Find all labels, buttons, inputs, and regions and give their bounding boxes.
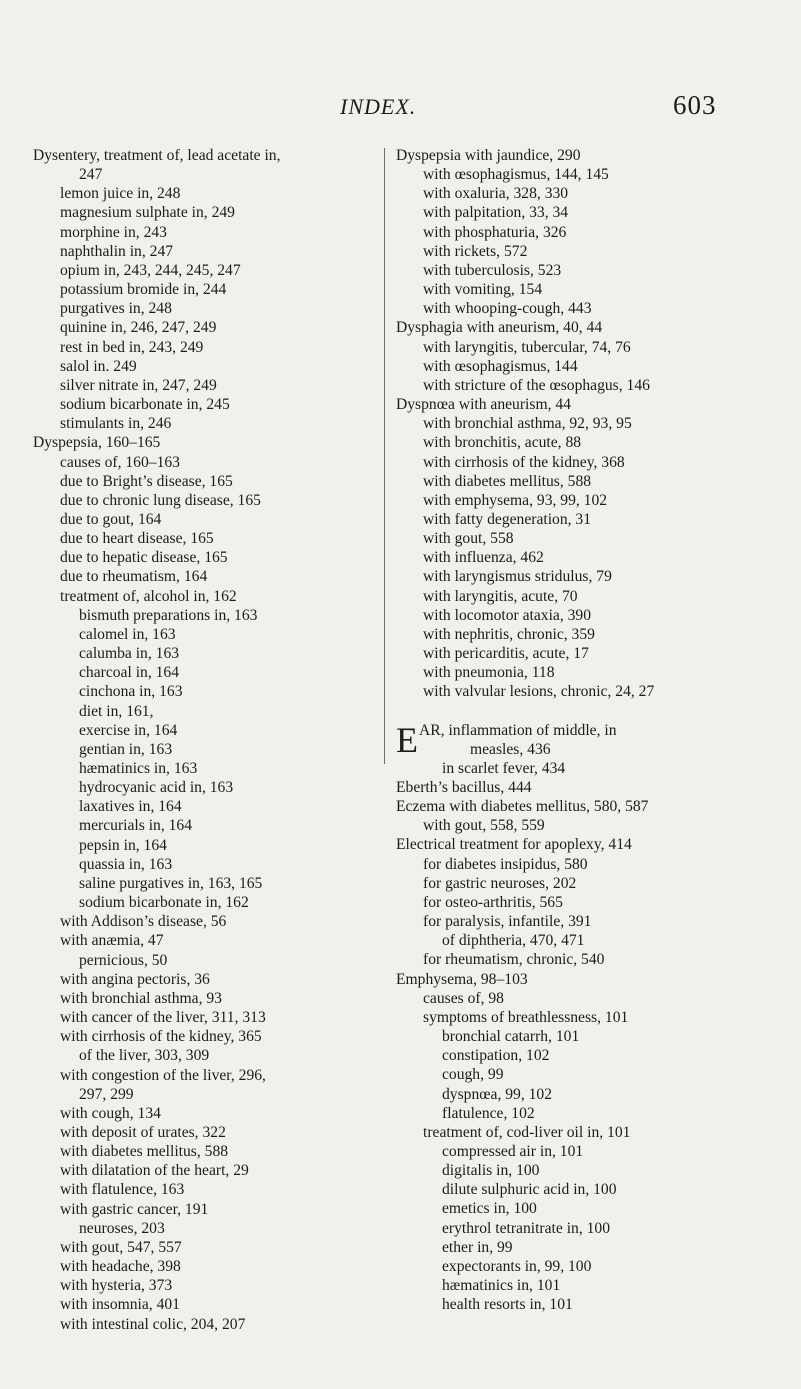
index-subentry: treatment of, alcohol in, 162 bbox=[60, 587, 237, 605]
index-subentry: stimulants in, 246 bbox=[60, 415, 172, 433]
index-subentry: erythrol tetranitrate in, 100 bbox=[442, 1219, 611, 1237]
index-subentry: with fatty degeneration, 31 bbox=[423, 510, 592, 528]
index-subentry: with tuberculosis, 523 bbox=[423, 261, 562, 279]
index-subentry: cinchona in, 163 bbox=[79, 683, 183, 701]
index-subentry: quassia in, 163 bbox=[79, 855, 173, 873]
index-subentry: ether in, 99 bbox=[442, 1238, 513, 1256]
index-subentry: silver nitrate in, 247, 249 bbox=[60, 376, 217, 394]
index-subentry: with diabetes mellitus, 588 bbox=[423, 472, 592, 490]
page-number: 603 bbox=[673, 90, 717, 120]
index-heading: Dyspnœa with aneurism, 44 bbox=[396, 396, 571, 414]
drop-cap-letter: E bbox=[396, 719, 418, 760]
index-subentry: with insomnia, 401 bbox=[60, 1296, 180, 1314]
index-column-left bbox=[33, 146, 388, 1334]
index-subentry: saline purgatives in, 163, 165 bbox=[79, 874, 263, 892]
index-subentry: neuroses, 203 bbox=[79, 1219, 165, 1237]
index-subentry: calumba in, 163 bbox=[79, 645, 180, 663]
index-subentry: laxatives in, 164 bbox=[79, 798, 182, 816]
index-subentry: for paralysis, infantile, 391 bbox=[423, 913, 592, 931]
index-subentry: with rickets, 572 bbox=[423, 242, 528, 260]
index-subentry: with œsophagismus, 144, 145 bbox=[423, 166, 609, 184]
index-subentry: morphine in, 243 bbox=[60, 223, 167, 241]
index-heading: Dysentery, treatment of, lead acetate in, bbox=[33, 147, 281, 164]
index-subentry: exercise in, 164 bbox=[79, 721, 178, 739]
index-section-e bbox=[396, 740, 772, 1315]
index-subentry: health resorts in, 101 bbox=[442, 1296, 573, 1314]
index-heading: Dyspepsia, 160–165 bbox=[33, 434, 161, 452]
index-subentry: with locomotor ataxia, 390 bbox=[423, 606, 592, 624]
index-subentry: due to gout, 164 bbox=[60, 510, 162, 528]
page-header bbox=[0, 90, 801, 124]
index-subentry: with stricture of the œsophagus, 146 bbox=[423, 376, 650, 394]
index-subentry: with pneumonia, 118 bbox=[423, 664, 555, 682]
index-subentry: with pericarditis, acute, 17 bbox=[423, 645, 589, 663]
index-subentry: in scarlet fever, 434 bbox=[442, 759, 566, 777]
index-subentry: with influenza, 462 bbox=[423, 549, 544, 567]
index-heading: Dysphagia with aneurism, 40, 44 bbox=[396, 319, 603, 337]
index-subentry: rest in bed in, 243, 249 bbox=[60, 338, 204, 356]
index-subentry: with laryngitis, acute, 70 bbox=[423, 587, 578, 605]
index-subentry: with angina pectoris, 36 bbox=[60, 970, 210, 988]
index-subentry: symptoms of breathlessness, 101 bbox=[423, 1008, 629, 1026]
index-subentry: with valvular lesions, chronic, 24, 27 bbox=[423, 683, 655, 701]
index-subentry: with cirrhosis of the kidney, 365 bbox=[60, 1028, 262, 1046]
index-subentry: quinine in, 246, 247, 249 bbox=[60, 319, 217, 337]
index-subentry: with dilatation of the heart, 29 bbox=[60, 1162, 249, 1180]
index-subentry: with laryngismus stridulus, 79 bbox=[423, 568, 612, 586]
index-subentry: for gastric neuroses, 202 bbox=[423, 874, 577, 892]
index-subentry: cough, 99 bbox=[442, 1066, 504, 1084]
index-subentry: with cough, 134 bbox=[60, 1104, 161, 1122]
index-subentry: with deposit of urates, 322 bbox=[60, 1123, 226, 1141]
index-subentry: dyspnœa, 99, 102 bbox=[442, 1085, 553, 1103]
index-subentry: digitalis in, 100 bbox=[442, 1162, 540, 1180]
index-subentry: emetics in, 100 bbox=[442, 1200, 537, 1218]
index-subentry: with laryngitis, tubercular, 74, 76 bbox=[423, 338, 631, 356]
index-subentry: treatment of, cod-liver oil in, 101 bbox=[423, 1123, 631, 1141]
index-subentry: bronchial catarrh, 101 bbox=[442, 1028, 580, 1046]
index-subentry: measles, 436 bbox=[470, 740, 551, 758]
index-column-right bbox=[396, 146, 772, 1314]
running-title: INDEX. bbox=[340, 94, 417, 119]
index-subentry: flatulence, 102 bbox=[442, 1104, 535, 1122]
index-subentry: with hysteria, 373 bbox=[60, 1277, 173, 1295]
index-subentry: constipation, 102 bbox=[442, 1047, 550, 1065]
index-subentry: opium in, 243, 244, 245, 247 bbox=[60, 261, 241, 279]
index-subentry: hydrocyanic acid in, 163 bbox=[79, 779, 234, 797]
index-subentry: with anæmia, 47 bbox=[60, 932, 164, 950]
index-subentry: naphthalin in, 247 bbox=[60, 242, 174, 260]
index-subentry: with bronchial asthma, 93 bbox=[60, 989, 222, 1007]
index-subentry: with flatulence, 163 bbox=[60, 1181, 185, 1199]
index-heading: Emphysema, 98–103 bbox=[396, 970, 528, 988]
index-subentry: with congestion of the liver, 296, bbox=[60, 1066, 266, 1084]
index-subentry: diet in, 161, bbox=[79, 702, 154, 720]
index-subentry: with phosphaturia, 326 bbox=[423, 223, 567, 241]
index-subentry: pernicious, 50 bbox=[79, 951, 168, 969]
index-subentry: with vomiting, 154 bbox=[423, 281, 543, 299]
index-subentry: sodium bicarbonate in, 245 bbox=[60, 396, 230, 414]
index-subentry: with oxaluria, 328, 330 bbox=[423, 185, 569, 203]
index-subentry: gentian in, 163 bbox=[79, 740, 173, 758]
index-subentry: with whooping-cough, 443 bbox=[423, 300, 592, 318]
index-subentry: for rheumatism, chronic, 540 bbox=[423, 951, 605, 969]
index-subentry: causes of, 160–163 bbox=[60, 453, 180, 471]
index-subentry: with palpitation, 33, 34 bbox=[423, 204, 569, 222]
index-section-d bbox=[396, 146, 772, 702]
index-subentry: 297, 299 bbox=[79, 1085, 134, 1103]
index-subentry: with Addison’s disease, 56 bbox=[60, 913, 227, 931]
index-subentry: due to heart disease, 165 bbox=[60, 530, 214, 548]
index-subentry: sodium bicarbonate in, 162 bbox=[79, 894, 249, 912]
index-subentry: with cancer of the liver, 311, 313 bbox=[60, 1009, 266, 1027]
index-subentry: due to hepatic disease, 165 bbox=[60, 549, 228, 567]
index-subentry: with cirrhosis of the kidney, 368 bbox=[423, 453, 625, 471]
index-heading: Dyspepsia with jaundice, 290 bbox=[396, 147, 581, 164]
index-subentry: with emphysema, 93, 99, 102 bbox=[423, 491, 608, 509]
index-subentry: with gout, 558, 559 bbox=[423, 817, 545, 835]
index-subentry: compressed air in, 101 bbox=[442, 1142, 584, 1160]
index-subentry: with œsophagismus, 144 bbox=[423, 357, 578, 375]
index-subentry: with headache, 398 bbox=[60, 1258, 181, 1276]
index-subentry: for osteo-arthritis, 565 bbox=[423, 893, 563, 911]
index-subentry: hæmatinics in, 163 bbox=[79, 760, 198, 777]
index-subentry: with diabetes mellitus, 588 bbox=[60, 1143, 229, 1161]
index-subentry: lemon juice in, 248 bbox=[60, 185, 181, 203]
index-subentry: purgatives in, 248 bbox=[60, 300, 172, 318]
index-subentry: of diphtheria, 470, 471 bbox=[442, 932, 585, 950]
index-subentry: bismuth preparations in, 163 bbox=[79, 606, 258, 624]
index-subentry: expectorants in, 99, 100 bbox=[442, 1257, 592, 1275]
index-subentry: due to Bright’s disease, 165 bbox=[60, 472, 233, 490]
index-subentry: with nephritis, chronic, 359 bbox=[423, 625, 595, 643]
index-subentry: for diabetes insipidus, 580 bbox=[423, 855, 588, 873]
index-subentry: with gout, 558 bbox=[423, 530, 514, 548]
index-heading: Eberth’s bacillus, 444 bbox=[396, 779, 532, 796]
section-gap bbox=[396, 702, 772, 721]
index-subentry: hæmatinics in, 101 bbox=[442, 1277, 561, 1295]
index-subentry: of the liver, 303, 309 bbox=[79, 1047, 210, 1065]
index-subentry: charcoal in, 164 bbox=[79, 664, 180, 682]
index-subentry: due to rheumatism, 164 bbox=[60, 568, 208, 586]
index-heading: Eczema with diabetes mellitus, 580, 587 bbox=[396, 798, 649, 816]
index-subentry: with gastric cancer, 191 bbox=[60, 1200, 209, 1218]
drop-cap-entry-text: AR, inflammation of middle, in bbox=[419, 721, 617, 739]
index-subentry: with bronchitis, acute, 88 bbox=[423, 434, 582, 452]
index-subentry: dilute sulphuric acid in, 100 bbox=[442, 1181, 617, 1199]
index-subentry: magnesium sulphate in, 249 bbox=[60, 204, 235, 222]
index-subentry: 247 bbox=[79, 166, 103, 184]
index-subentry: with gout, 547, 557 bbox=[60, 1238, 182, 1256]
index-heading: Electrical treatment for apoplexy, 414 bbox=[396, 836, 632, 854]
index-subentry: causes of, 98 bbox=[423, 989, 504, 1007]
index-subentry: with intestinal colic, 204, 207 bbox=[60, 1315, 246, 1333]
index-subentry: calomel in, 163 bbox=[79, 625, 176, 643]
index-subentry: pepsin in, 164 bbox=[79, 836, 167, 854]
index-subentry: salol in. 249 bbox=[60, 357, 137, 375]
column-divider bbox=[384, 148, 385, 764]
index-subentry: potassium bromide in, 244 bbox=[60, 281, 227, 299]
index-subentry: mercurials in, 164 bbox=[79, 817, 193, 835]
index-subentry: with bronchial asthma, 92, 93, 95 bbox=[423, 415, 632, 433]
index-subentry: due to chronic lung disease, 165 bbox=[60, 491, 261, 509]
